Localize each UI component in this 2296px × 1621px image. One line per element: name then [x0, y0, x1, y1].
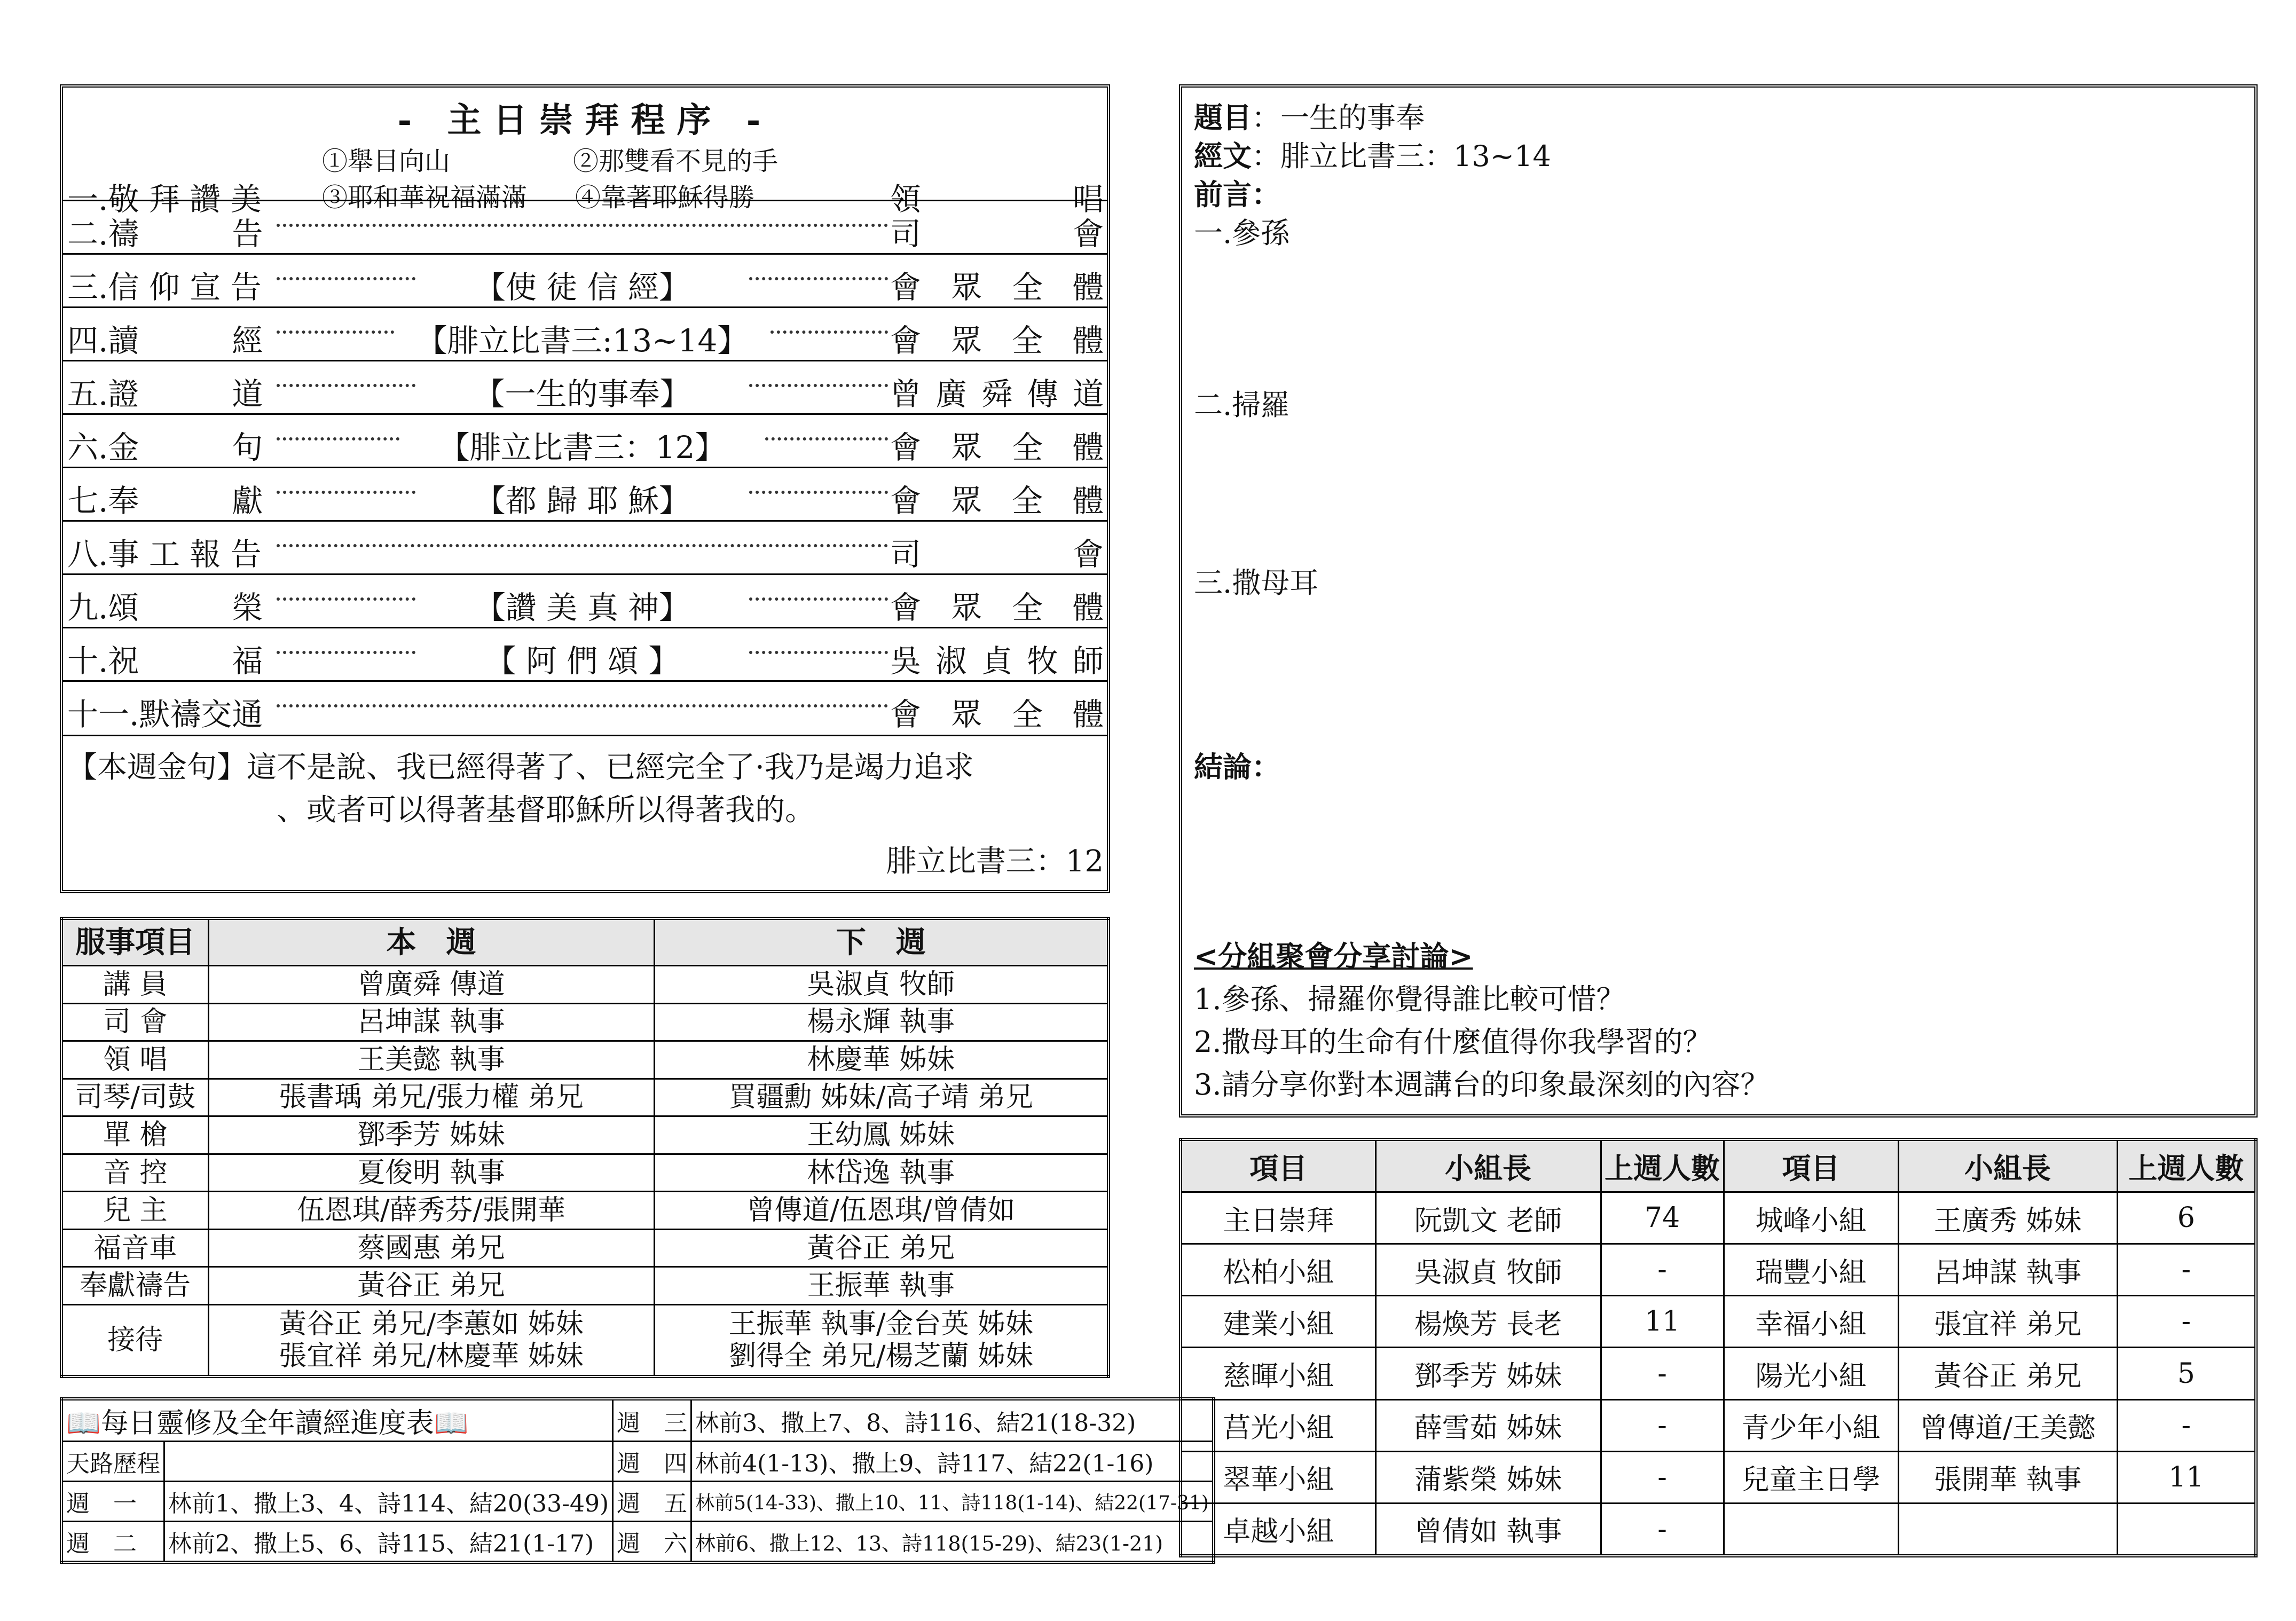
- cell: 夏俊明 執事: [208, 1154, 654, 1192]
- cell: 林前1、撒上3、4、詩114、結20(33-49): [164, 1482, 613, 1522]
- cell: 伍恩琪/薛秀芬/張開華: [208, 1192, 654, 1230]
- cell: 幸福小組: [1724, 1296, 1898, 1348]
- table-header: [61, 918, 1108, 966]
- dot-leader: [770, 331, 888, 334]
- cell: 阮凱文 老師: [1375, 1192, 1601, 1244]
- table-row: [61, 1154, 1108, 1192]
- table-row: [1181, 1244, 2256, 1296]
- cell: -: [2117, 1399, 2256, 1451]
- table-row: [1181, 1296, 2256, 1348]
- discussion-question: 3.請分享你對本週講台的印象最深刻的內容？: [1194, 1068, 1770, 1101]
- cell: 城峰小組: [1724, 1192, 1898, 1244]
- cell: 司 會: [61, 1003, 208, 1041]
- verse-line-2: 、或者可以得著基督耶穌所以得著我的。: [277, 793, 815, 828]
- program-label: 十.祝 福: [67, 643, 263, 679]
- cell: 音 控: [61, 1154, 208, 1192]
- program-row-5: [63, 360, 1107, 415]
- cell: 主日崇拜: [1181, 1192, 1375, 1244]
- conclusion-label: 結論：: [1194, 750, 1280, 784]
- cell: 林前3、撒上7、8、詩116、結21(18-32): [691, 1399, 1214, 1442]
- program-row-11: [63, 680, 1107, 735]
- dot-leader: [277, 224, 888, 227]
- cell: 莒光小組: [1181, 1399, 1375, 1451]
- table-row: [61, 1267, 1108, 1305]
- cell: 曾廣舜 傳道: [208, 966, 654, 1004]
- program-role: 吳淑貞牧師: [890, 643, 1104, 679]
- program-role: 司會: [890, 216, 1104, 252]
- program-row-1: [63, 141, 1107, 217]
- cell: 王美懿 執事: [208, 1041, 654, 1079]
- cell: 楊煥芳 長老: [1375, 1296, 1601, 1348]
- cell: 卓越小組: [1181, 1503, 1375, 1556]
- header-cell: 項目: [1724, 1139, 1898, 1192]
- program-middle: 【腓立比書三:13~14】: [416, 322, 749, 359]
- cell: 呂坤謀 執事: [208, 1003, 654, 1041]
- cell: [1724, 1503, 1898, 1556]
- cell: 週 四: [613, 1442, 691, 1482]
- program-label: 四.讀 經: [67, 322, 263, 359]
- program-middle: 【一生的事奉】: [474, 376, 691, 412]
- program-row-10: [63, 627, 1107, 682]
- dot-leader: [749, 384, 888, 387]
- cell-line: 張宜祥 弟兄/林慶華 姊妹: [279, 1340, 584, 1372]
- sermon-title-label: 題目: [1194, 100, 1252, 135]
- cell: 鄧季芳 姊妹: [208, 1116, 654, 1154]
- cell: 黃谷正 弟兄: [654, 1229, 1108, 1267]
- cell: 奉獻禱告: [61, 1267, 208, 1305]
- cell: [654, 1305, 1108, 1377]
- sermon-point: 一.參孫: [1194, 216, 1290, 250]
- cell: [1898, 1503, 2117, 1556]
- cell: 單 槍: [61, 1116, 208, 1154]
- cell: 曾倩如 執事: [1375, 1503, 1601, 1556]
- cell: 黃谷正 弟兄: [208, 1267, 654, 1305]
- cell: 翠華小組: [1181, 1451, 1375, 1503]
- cell: 曾傳道/王美懿: [1898, 1399, 2117, 1451]
- worship-program: [60, 84, 1110, 893]
- discussion-title: <分組聚會分享討論>: [1194, 939, 1473, 973]
- cell: 11: [1601, 1296, 1724, 1348]
- cell: 5: [2117, 1348, 2256, 1399]
- cell: -: [1601, 1244, 1724, 1296]
- cell: 薛雪茹 姊妹: [1375, 1399, 1601, 1451]
- table-header: [1181, 1139, 2256, 1192]
- program-row-6: [63, 413, 1107, 468]
- cell: 週 五: [613, 1482, 691, 1522]
- service-roster-table: [60, 917, 1110, 1378]
- cell: 林前5(14-33)、撒上10、11、詩118(1-14)、結22(17-31): [691, 1482, 1214, 1522]
- program-label: 八.事 工 報 告: [67, 536, 262, 572]
- sermon-point: 三.撒母耳: [1194, 566, 1319, 600]
- song-4: ④靠著耶穌得勝: [575, 183, 755, 213]
- dot-leader: [765, 437, 888, 440]
- cell: 週 六: [613, 1522, 691, 1563]
- header-cell: 小組長: [1898, 1139, 2117, 1192]
- program-label: 六.金 句: [67, 429, 263, 466]
- cell: 張開華 執事: [1898, 1451, 2117, 1503]
- header-cell: 小組長: [1375, 1139, 1601, 1192]
- table-row: [61, 1442, 1214, 1482]
- song-2: ②那雙看不見的手: [573, 146, 779, 176]
- cell: -: [1601, 1503, 1724, 1556]
- cell: 建業小組: [1181, 1296, 1375, 1348]
- program-label: 二.禱 告: [67, 216, 263, 252]
- cell: 王振華 執事: [654, 1267, 1108, 1305]
- program-row-7: [63, 467, 1107, 522]
- program-label: 七.奉 獻: [67, 483, 263, 519]
- cell: 瑞豐小組: [1724, 1244, 1898, 1296]
- cell: 鄧季芳 姊妹: [1375, 1348, 1601, 1399]
- cell: 林前6、撒上12、13、詩118(15-29)、結23(1-21): [691, 1522, 1214, 1563]
- table-row: [61, 1305, 1108, 1377]
- cell: 兒童主日學: [1724, 1451, 1898, 1503]
- cell: -: [1601, 1399, 1724, 1451]
- program-row-3: [63, 253, 1107, 308]
- program-role: 會眾全體: [890, 589, 1104, 626]
- dot-leader: [749, 651, 888, 654]
- program-role: 會眾全體: [890, 696, 1104, 733]
- header-cell: 服事項目: [61, 918, 208, 966]
- header-cell: 項目: [1181, 1139, 1375, 1192]
- table-row: [61, 1116, 1108, 1154]
- cell: 吳淑貞 牧師: [654, 966, 1108, 1004]
- program-row-8: [63, 520, 1107, 575]
- cell: 福音車: [61, 1229, 208, 1267]
- cell: 林前4(1-13)、撒上9、詩117、結22(1-16): [691, 1442, 1214, 1482]
- dot-leader: [277, 704, 888, 707]
- dot-leader: [277, 544, 888, 547]
- program-role: 會眾全體: [890, 429, 1104, 466]
- scripture-label: 經文: [1194, 139, 1252, 173]
- program-row-4: [63, 306, 1107, 361]
- cell: 王廣秀 姊妹: [1898, 1192, 2117, 1244]
- program-label: 五.證 道: [67, 376, 263, 412]
- cell: 呂坤謀 執事: [1898, 1244, 2117, 1296]
- table-row: [61, 1229, 1108, 1267]
- dot-leader: [749, 277, 888, 280]
- cell-line: 劉得全 弟兄/楊芝蘭 姊妹: [728, 1340, 1034, 1372]
- weekly-verse: [63, 735, 1107, 891]
- header-cell: 下 週: [654, 918, 1108, 966]
- program-label: 十一.默禱交通: [67, 696, 263, 733]
- cell: 林前2、撒上5、6、詩115、結21(1-17): [164, 1522, 613, 1563]
- program-middle: 【腓立比書三：12】: [438, 429, 726, 466]
- cell: 天路歷程: [61, 1442, 164, 1482]
- cell: 吳淑貞 牧師: [1375, 1244, 1601, 1296]
- program-middle: 【使 徒 信 經】: [474, 269, 690, 305]
- cell: 張書瑀 弟兄/張力權 弟兄: [208, 1079, 654, 1116]
- program-role: 會眾全體: [890, 322, 1104, 359]
- program-label: 三.信 仰 宣 告: [67, 269, 262, 305]
- header-cell: 上週人數: [1601, 1139, 1724, 1192]
- reading-schedule-table: [60, 1397, 1215, 1564]
- cell: 曾傳道/伍恩琪/曾倩如: [654, 1192, 1108, 1230]
- cell: 週 三: [613, 1399, 691, 1442]
- table-row: [1181, 1399, 2256, 1451]
- program-label: 一.敬 拜 讚 美: [67, 181, 262, 217]
- program-role: 會眾全體: [890, 269, 1104, 305]
- cell: 週 一: [61, 1482, 164, 1522]
- cell: 接待: [61, 1305, 208, 1377]
- sermon-notes: [1179, 84, 2258, 1118]
- sermon-point: 二.掃羅: [1194, 388, 1290, 422]
- cell: -: [2117, 1296, 2256, 1348]
- cell: 買疆勳 姊妹/高子靖 弟兄: [654, 1079, 1108, 1116]
- cell: -: [2117, 1244, 2256, 1296]
- song-3: ③耶和華祝福滿滿: [322, 183, 528, 213]
- cell: 蒲紫榮 姊妹: [1375, 1451, 1601, 1503]
- cell: -: [1601, 1451, 1724, 1503]
- cell: -: [1601, 1348, 1724, 1399]
- program-row-9: [63, 573, 1107, 628]
- cell: 司琴/司鼓: [61, 1079, 208, 1116]
- group-attendance-table: [1179, 1138, 2258, 1557]
- cell: 74: [1601, 1192, 1724, 1244]
- cell: 王幼鳳 姊妹: [654, 1116, 1108, 1154]
- cell: 11: [2117, 1451, 2256, 1503]
- dot-leader: [749, 491, 888, 494]
- discussion-question: 1.參孫、掃羅你覺得誰比較可惜？: [1194, 982, 1625, 1016]
- header-cell: 本 週: [208, 918, 654, 966]
- program-title: - 主日崇拜程序 -: [397, 100, 773, 140]
- table-row: [61, 966, 1108, 1004]
- table-row: [61, 1482, 1214, 1522]
- reading-title: 📖每日靈修及全年讀經進度表📖: [61, 1399, 613, 1442]
- cell: 林慶華 姊妹: [654, 1041, 1108, 1079]
- program-middle: 【都 歸 耶 穌】: [474, 483, 690, 519]
- intro-label: 前言：: [1194, 177, 1280, 211]
- program-role: 領唱: [890, 181, 1104, 217]
- cell: 蔡國惠 弟兄: [208, 1229, 654, 1267]
- cell-line: 黃谷正 弟兄/李蕙如 姊妹: [279, 1308, 584, 1340]
- table-row: [1181, 1192, 2256, 1244]
- cell: 慈暉小組: [1181, 1348, 1375, 1399]
- table-row: [61, 1003, 1108, 1041]
- table-row: [61, 1192, 1108, 1230]
- cell: 領 唱: [61, 1041, 208, 1079]
- dot-leader: [749, 597, 888, 601]
- cell: 黃谷正 弟兄: [1898, 1348, 2117, 1399]
- table-row: [1181, 1503, 2256, 1556]
- cell: [2117, 1503, 2256, 1556]
- verse-line-1: 【本週金句】這不是說、我已經得著了、已經完全了·我乃是竭力追求: [67, 750, 974, 785]
- cell: 6: [2117, 1192, 2256, 1244]
- discussion-question: 2.撒母耳的生命有什麼值得你我學習的？: [1194, 1025, 1712, 1059]
- cell: [164, 1442, 613, 1482]
- cell: 週 二: [61, 1522, 164, 1563]
- table-row: [1181, 1451, 2256, 1503]
- header-cell: 上週人數: [2117, 1139, 2256, 1192]
- song-1: ①舉目向山: [322, 146, 451, 176]
- cell: [208, 1305, 654, 1377]
- table-row: [61, 1079, 1108, 1116]
- cell-line: 王振華 執事/金台英 姊妹: [728, 1308, 1034, 1340]
- sermon-scripture: [1194, 133, 1551, 175]
- cell: 陽光小組: [1724, 1348, 1898, 1399]
- table-row: [1181, 1348, 2256, 1399]
- program-role: 司會: [890, 536, 1104, 572]
- program-middle: 【讚 美 真 神】: [474, 589, 690, 626]
- cell: 楊永輝 執事: [654, 1003, 1108, 1041]
- sermon-title-value: ：一生的事奉: [1252, 101, 1425, 135]
- cell: 林岱逸 執事: [654, 1154, 1108, 1192]
- program-role: 會眾全體: [890, 483, 1104, 519]
- program-role: 曾廣舜傳道: [890, 376, 1104, 412]
- program-label: 九.頌 榮: [67, 589, 263, 626]
- cell: 兒 主: [61, 1192, 208, 1230]
- cell: 張宜祥 弟兄: [1898, 1296, 2117, 1348]
- program-middle: 【 阿 們 頌 】: [485, 643, 680, 679]
- cell: 青少年小組: [1724, 1399, 1898, 1451]
- table-row: [61, 1399, 1214, 1442]
- program-row-2: [63, 200, 1107, 255]
- table-row: [61, 1522, 1214, 1563]
- sermon-title: [1194, 95, 1425, 136]
- cell: 講 員: [61, 966, 208, 1004]
- verse-reference: 腓立比書三：12: [886, 844, 1104, 879]
- cell: 松柏小組: [1181, 1244, 1375, 1296]
- table-row: [61, 1041, 1108, 1079]
- scripture-value: ：腓立比書三：13~14: [1252, 139, 1551, 173]
